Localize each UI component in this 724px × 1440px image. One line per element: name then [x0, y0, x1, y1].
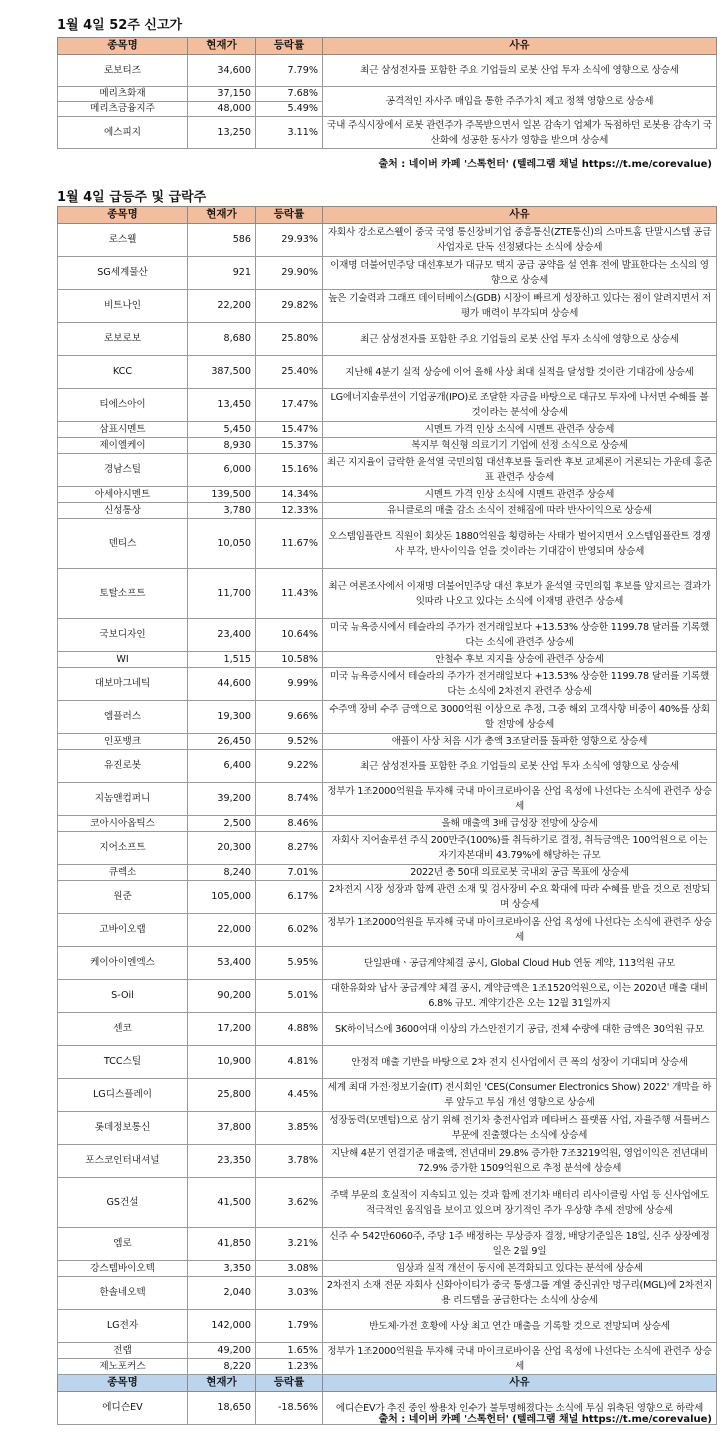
table-row: [58, 519, 717, 569]
stock-name: 유진로봇: [58, 750, 188, 783]
change-rate: 4.81%: [256, 1046, 323, 1079]
stock-name: 메리츠금융지주: [58, 102, 188, 117]
section-title-movers: 1월 4일 급등주 및 급락주: [57, 190, 207, 205]
stock-price: 44,600: [188, 668, 256, 701]
table-row: [58, 865, 717, 881]
change-rate: 5.95%: [256, 947, 323, 980]
table-row: [58, 438, 717, 454]
change-rate: 9.99%: [256, 668, 323, 701]
stock-price: 37,800: [188, 1112, 256, 1145]
stock-name: 대보마그네틱: [58, 668, 188, 701]
source-note: 출처 : 네이버 카페 '스톡헌터' (텔레그램 채널 https://t.me/corevalue): [378, 159, 712, 170]
stock-price: 6,000: [188, 454, 256, 487]
change-rate: 4.88%: [256, 1013, 323, 1046]
stock-name: 강스템바이오텍: [58, 1261, 188, 1277]
change-rate: 15.47%: [256, 422, 323, 438]
reason: 애플이 사상 처음 시가 총액 3조달러를 돌파한 영향으로 상승세: [323, 734, 717, 750]
table-row: [58, 668, 717, 701]
stock-price: 41,850: [188, 1228, 256, 1261]
stock-name: 국보디자인: [58, 619, 188, 652]
table-row: [58, 701, 717, 734]
stock-price: 586: [188, 224, 256, 257]
reason: 에디슨EV가 추진 중인 쌍용차 인수가 불투명해졌다는 소식에 투심 위축된 영향으로 하락세: [323, 1392, 717, 1425]
table-row: [58, 1013, 717, 1046]
change-rate: 25.80%: [256, 323, 323, 356]
reason: 복지부 혁신형 의료기기 기업에 선정 소식으로 상승세: [323, 438, 717, 454]
change-rate: 3.21%: [256, 1228, 323, 1261]
change-rate: 3.11%: [256, 117, 323, 149]
table-movers: [57, 206, 717, 1425]
stock-name: 덴티스: [58, 519, 188, 569]
change-rate: 9.52%: [256, 734, 323, 750]
reason: 대한유화와 납사 공급계약 체결 공시, 계약금액은 1조1520억원으로, 이는 2020년 매출 대비 6.8% 규모. 계약기간은 오는 12월 31일까지: [323, 980, 717, 1013]
change-rate: 1.23%: [256, 1359, 323, 1375]
reason: 최근 삼성전자를 포함한 주요 기업들의 로봇 산업 투자 소식에 영향으로 상승세: [323, 55, 717, 87]
change-rate: 9.66%: [256, 701, 323, 734]
table-row: [58, 1145, 717, 1178]
stock-name: KCC: [58, 356, 188, 389]
stock-name: 케이아이엔엑스: [58, 947, 188, 980]
change-rate: -18.56%: [256, 1392, 323, 1425]
stock-name: 메리츠화재: [58, 87, 188, 102]
reason: 유니클로의 매출 감소 소식이 전해짐에 따라 반사이익으로 상승세: [323, 503, 717, 519]
table-row: [58, 980, 717, 1013]
table-row: [58, 290, 717, 323]
header-price: 현재가: [188, 207, 256, 224]
change-rate: 3.78%: [256, 1145, 323, 1178]
table-row: [58, 1112, 717, 1145]
reason: 성장동력(모멘텀)으로 삼기 위해 전기차 충전사업과 메타버스 플랫폼 사업, 자율주행 셔틀버스 부문에 진출했다는 소식에 상승세: [323, 1112, 717, 1145]
stock-price: 10,900: [188, 1046, 256, 1079]
stock-name: 토탈소프트: [58, 569, 188, 619]
stock-name: 삼표시멘트: [58, 422, 188, 438]
change-rate: 8.74%: [256, 783, 323, 816]
source-note: 출처 : 네이버 카페 '스톡헌터' (텔레그램 채널 https://t.me/corevalue): [378, 1414, 712, 1425]
change-rate: 3.08%: [256, 1261, 323, 1277]
stock-name: 로보티즈: [58, 55, 188, 87]
stock-price: 23,400: [188, 619, 256, 652]
stock-name: 고바이오랩: [58, 914, 188, 947]
stock-name: 한솔네오텍: [58, 1277, 188, 1310]
change-rate: 15.37%: [256, 438, 323, 454]
table-row: [58, 619, 717, 652]
table-row: [58, 832, 717, 865]
reason: 이재명 더불어민주당 대선후보가 대규모 택지 공급 공약을 설 연휴 전에 발표한다는 소식의 영향으로 상승세: [323, 257, 717, 290]
stock-price: 39,200: [188, 783, 256, 816]
stock-price: 48,000: [188, 102, 256, 117]
change-rate: 10.64%: [256, 619, 323, 652]
reason: SK하이닉스에 3600여대 이상의 가스안전기기 공급, 전체 수량에 대한 금액은 30억원 규모: [323, 1013, 717, 1046]
change-rate: 29.82%: [256, 290, 323, 323]
stock-name: WI: [58, 652, 188, 668]
table-header-row: [58, 207, 717, 224]
table-row: [58, 1277, 717, 1310]
header-rate: 등락률: [256, 38, 323, 55]
stock-price: 13,250: [188, 117, 256, 149]
stock-price: 142,000: [188, 1310, 256, 1343]
change-rate: 25.40%: [256, 356, 323, 389]
change-rate: 9.22%: [256, 750, 323, 783]
table-row: [58, 224, 717, 257]
stock-name: LG전자: [58, 1310, 188, 1343]
change-rate: 7.68%: [256, 87, 323, 102]
change-rate: 17.47%: [256, 389, 323, 422]
change-rate: 11.67%: [256, 519, 323, 569]
stock-name: 센코: [58, 1013, 188, 1046]
table-row: [58, 914, 717, 947]
stock-name: 코아시아옵틱스: [58, 816, 188, 832]
header-price: 현재가: [188, 38, 256, 55]
stock-name: 롯데정보통신: [58, 1112, 188, 1145]
stock-name: 지어소프트: [58, 832, 188, 865]
stock-price: 5,450: [188, 422, 256, 438]
table-row: [58, 503, 717, 519]
table-row: [58, 569, 717, 619]
table-row: [58, 87, 717, 102]
change-rate: 1.65%: [256, 1343, 323, 1359]
change-rate: 3.85%: [256, 1112, 323, 1145]
table-row: [58, 454, 717, 487]
reason: 최근 지지율이 급락한 윤석열 국민의힘 대선후보를 둘러싼 후보 교체론이 거론되는 가운데 홍준표 관련주 상승세: [323, 454, 717, 487]
reason: 미국 뉴욕증시에서 테슬라의 주가가 전거래일보다 +13.53% 상승한 1199.78 달러를 기록했다는 소식에 2차전지 관련주 상승세: [323, 668, 717, 701]
change-rate: 4.45%: [256, 1079, 323, 1112]
reason: 자회사 지어솔루션 주식 200만주(100%)를 취득하기로 결정, 취득금액은 100억원으로 이는 자기자본대비 43.79%에 해당하는 규모: [323, 832, 717, 865]
stock-price: 387,500: [188, 356, 256, 389]
stock-price: 53,400: [188, 947, 256, 980]
header-rate: 등락률: [256, 207, 323, 224]
change-rate: 12.33%: [256, 503, 323, 519]
stock-price: 34,600: [188, 55, 256, 87]
stock-price: 37,150: [188, 87, 256, 102]
stock-price: 921: [188, 257, 256, 290]
header-price: 현재가: [188, 1375, 256, 1392]
table-row: [58, 323, 717, 356]
reason: 정부가 1조2000억원을 투자해 국내 마이크로바이옴 산업 육성에 나선다는 소식에 관련주 상승세: [323, 914, 717, 947]
stock-price: 26,450: [188, 734, 256, 750]
header-reason: 사유: [323, 38, 717, 55]
reason: 2차전지 소재 전문 자회사 신화아이티가 중국 통생그룹 계열 중신궈안 멍구리(MGL)에 2차전지용 리드탭을 공급한다는 소식에 상승세: [323, 1277, 717, 1310]
stock-name: 전랩: [58, 1343, 188, 1359]
table-row: [58, 652, 717, 668]
reason: 2022년 총 50대 의료로봇 국내외 공급 목표에 상승세: [323, 865, 717, 881]
change-rate: 3.62%: [256, 1178, 323, 1228]
table-row: [58, 1261, 717, 1277]
table-row: [58, 1178, 717, 1228]
reason: 국내 주식시장에서 로봇 관련주가 주목받으면서 일본 감속기 업체가 독점하던 로봇용 감속기 국산화에 성공한 동사가 영향을 받으며 상승세: [323, 117, 717, 149]
stock-name: SG세계물산: [58, 257, 188, 290]
stock-name: 로스웰: [58, 224, 188, 257]
reason: LG에너지솔루션이 기업공개(IPO)로 조달한 자금을 바탕으로 대규모 투자에 나서면 수혜를 볼 것이라는 분석에 상승세: [323, 389, 717, 422]
reason: 세계 최대 가전·정보기술(IT) 전시회인 'CES(Consumer Electronics Show) 2022' 개막을 하루 앞두고 투심 개선 영향으로 상승세: [323, 1079, 717, 1112]
reason: 시멘트 가격 인상 소식에 시멘트 관련주 상승세: [323, 487, 717, 503]
table-row: [58, 1343, 717, 1359]
change-rate: 15.16%: [256, 454, 323, 487]
stock-price: 41,500: [188, 1178, 256, 1228]
reason: 최근 여론조사에서 이재명 더불어민주당 대선 후보가 윤석열 국민의힘 후보를 앞지르는 결과가 잇따라 나오고 있다는 소식에 이재명 관련주 상승세: [323, 569, 717, 619]
header-name: 종목명: [58, 1375, 188, 1392]
stock-price: 18,650: [188, 1392, 256, 1425]
reason: 공격적인 자사주 매입을 통한 주주가치 제고 정책 영향으로 상승세: [323, 87, 717, 117]
stock-name: TCC스틸: [58, 1046, 188, 1079]
stock-name: 티에스아이: [58, 389, 188, 422]
reason: 올해 매출액 3배 급성장 전망에 상승세: [323, 816, 717, 832]
header-name: 종목명: [58, 207, 188, 224]
reason: 반도체·가전 호황에 사상 최고 연간 매출을 기록할 것으로 전망되며 상승세: [323, 1310, 717, 1343]
stock-name: 경남스틸: [58, 454, 188, 487]
reason: 지난해 4분기 연결기준 매출액, 전년대비 29.8% 증가한 7조3219억원, 영업이익은 전년대비 72.9% 증가한 1509억원으로 추정 분석에 상승세: [323, 1145, 717, 1178]
stock-price: 11,700: [188, 569, 256, 619]
stock-name: 제이엘케이: [58, 438, 188, 454]
change-rate: 1.79%: [256, 1310, 323, 1343]
table-header-row: [58, 38, 717, 55]
change-rate: 8.27%: [256, 832, 323, 865]
stock-price: 22,200: [188, 290, 256, 323]
stock-name: 아세아시멘트: [58, 487, 188, 503]
stock-price: 19,300: [188, 701, 256, 734]
reason: 임상과 실적 개선이 동시에 본격화되고 있다는 분석에 상승세: [323, 1261, 717, 1277]
stock-price: 2,500: [188, 816, 256, 832]
table-row: [58, 734, 717, 750]
table-row: [58, 816, 717, 832]
stock-name: 엠로: [58, 1228, 188, 1261]
stock-price: 139,500: [188, 487, 256, 503]
reason: 수주액 장비 수주 금액으로 3000억원 이상으로 추정, 그중 해외 고객사향 비중이 40%를 상회할 전망에 상승세: [323, 701, 717, 734]
reason: 시멘트 가격 인상 소식에 시멘트 관련주 상승세: [323, 422, 717, 438]
stock-price: 8,930: [188, 438, 256, 454]
reason: 오스템임플란트 직원이 회삿돈 1880억원을 횡령하는 사태가 벌어지면서 오스템임플란트 경쟁사 부각, 반사이익을 얻을 것이라는 기대감이 반영되며 상승세: [323, 519, 717, 569]
stock-name: 포스코인터내셔널: [58, 1145, 188, 1178]
change-rate: 29.93%: [256, 224, 323, 257]
table-row: [58, 356, 717, 389]
reason: 안정적 매출 기반을 바탕으로 2차 전지 신사업에서 큰 폭의 성장이 기대되며 상승세: [323, 1046, 717, 1079]
change-rate: 7.01%: [256, 865, 323, 881]
change-rate: 14.34%: [256, 487, 323, 503]
table-row: [58, 487, 717, 503]
stock-name: 신성통상: [58, 503, 188, 519]
table-row: [58, 1228, 717, 1261]
table-52week-high: [57, 37, 717, 149]
table-row: [58, 881, 717, 914]
change-rate: 6.02%: [256, 914, 323, 947]
stock-price: 49,200: [188, 1343, 256, 1359]
table-header-row-decliners: [58, 1375, 717, 1392]
stock-price: 3,350: [188, 1261, 256, 1277]
stock-price: 20,300: [188, 832, 256, 865]
change-rate: 8.46%: [256, 816, 323, 832]
stock-price: 1,515: [188, 652, 256, 668]
stock-name: 지놈앤컴퍼니: [58, 783, 188, 816]
stock-price: 3,780: [188, 503, 256, 519]
change-rate: 11.43%: [256, 569, 323, 619]
stock-name: S-Oil: [58, 980, 188, 1013]
table-row: [58, 1079, 717, 1112]
stock-price: 2,040: [188, 1277, 256, 1310]
reason: 최근 삼성전자를 포함한 주요 기업들의 로봇 산업 투자 소식에 영향으로 상승세: [323, 323, 717, 356]
stock-price: 23,350: [188, 1145, 256, 1178]
reason: 미국 뉴욕증시에서 테슬라의 주가가 전거래일보다 +13.53% 상승한 1199.78 달러를 기록했다는 소식에 관련주 상승세: [323, 619, 717, 652]
change-rate: 6.17%: [256, 881, 323, 914]
reason: 신주 수 542만6060주, 주당 1주 배정하는 무상증자 결정, 배당기준일은 18일, 신주 상장예정일은 2월 9일: [323, 1228, 717, 1261]
change-rate: 10.58%: [256, 652, 323, 668]
reason: 정부가 1조2000억원을 투자해 국내 마이크로바이옴 산업 육성에 나선다는 소식에 관련주 상승세: [323, 1343, 717, 1375]
stock-name: LG디스플레이: [58, 1079, 188, 1112]
stock-price: 6,400: [188, 750, 256, 783]
stock-name: 에디슨EV: [58, 1392, 188, 1425]
stock-price: 105,000: [188, 881, 256, 914]
stock-price: 22,000: [188, 914, 256, 947]
reason: 지난해 4분기 실적 상승에 이어 올해 사상 최대 실적을 달성할 것이란 기대감에 상승세: [323, 356, 717, 389]
reason: 2차전지 시장 성장과 함께 관련 소재 및 검사장비 수요 확대에 따라 수혜를 받을 것으로 전망되며 상승세: [323, 881, 717, 914]
table-row: [58, 257, 717, 290]
stock-price: 8,220: [188, 1359, 256, 1375]
table-row: [58, 783, 717, 816]
stock-price: 8,240: [188, 865, 256, 881]
header-rate: 등락률: [256, 1375, 323, 1392]
change-rate: 7.79%: [256, 55, 323, 87]
table-row: [58, 750, 717, 783]
change-rate: 29.90%: [256, 257, 323, 290]
header-reason: 사유: [323, 207, 717, 224]
stock-name: 인포뱅크: [58, 734, 188, 750]
header-name: 종목명: [58, 38, 188, 55]
stock-price: 90,200: [188, 980, 256, 1013]
reason: 정부가 1조2000억원을 투자해 국내 마이크로바이옴 산업 육성에 나선다는 소식에 관련주 상승세: [323, 783, 717, 816]
table-row: [58, 422, 717, 438]
stock-name: 엠플러스: [58, 701, 188, 734]
table-row: [58, 1046, 717, 1079]
change-rate: 5.49%: [256, 102, 323, 117]
stock-name: 제노포커스: [58, 1359, 188, 1375]
reason: 주택 부문의 호실적이 지속되고 있는 것과 함께 전기차 배터리 리사이클링 사업 등 신사업에도 적극적인 움직임을 보이고 있으며 장기적인 주가 우상향 추세 전망에 상승세: [323, 1178, 717, 1228]
reason: 단일판매ㆍ공급계약체결 공시, Global Cloud Hub 연동 계약, 113억원 규모: [323, 947, 717, 980]
reason: 안철수 후보 지지율 상승에 관련주 상승세: [323, 652, 717, 668]
change-rate: 5.01%: [256, 980, 323, 1013]
header-reason: 사유: [323, 1375, 717, 1392]
table-row: [58, 117, 717, 149]
stock-price: 25,800: [188, 1079, 256, 1112]
stock-name: 에스피지: [58, 117, 188, 149]
stock-name: 비트나인: [58, 290, 188, 323]
reason: 최근 삼성전자를 포함한 주요 기업들의 로봇 산업 투자 소식에 영향으로 상승세: [323, 750, 717, 783]
section-title-52week-high: 1월 4일 52주 신고가: [57, 18, 183, 33]
stock-name: GS건설: [58, 1178, 188, 1228]
table-row: [58, 389, 717, 422]
table-row: [58, 55, 717, 87]
table-row: [58, 1310, 717, 1343]
stock-name: 원준: [58, 881, 188, 914]
change-rate: 3.03%: [256, 1277, 323, 1310]
stock-price: 17,200: [188, 1013, 256, 1046]
stock-price: 8,680: [188, 323, 256, 356]
stock-name: 큐렉소: [58, 865, 188, 881]
stock-price: 10,050: [188, 519, 256, 569]
stock-name: 로보로보: [58, 323, 188, 356]
table-row: [58, 947, 717, 980]
stock-price: 13,450: [188, 389, 256, 422]
reason: 높은 기술력과 그래프 데이터베이스(GDB) 시장이 빠르게 성장하고 있다는 점이 알려지면서 저평가 매력이 부각되며 상승세: [323, 290, 717, 323]
reason: 자회사 강소로스웰이 중국 국영 통신장비기업 중흥통신(ZTE통신)의 스마트홈 단말시스템 공급사업자로 단독 선정됐다는 소식에 상승세: [323, 224, 717, 257]
